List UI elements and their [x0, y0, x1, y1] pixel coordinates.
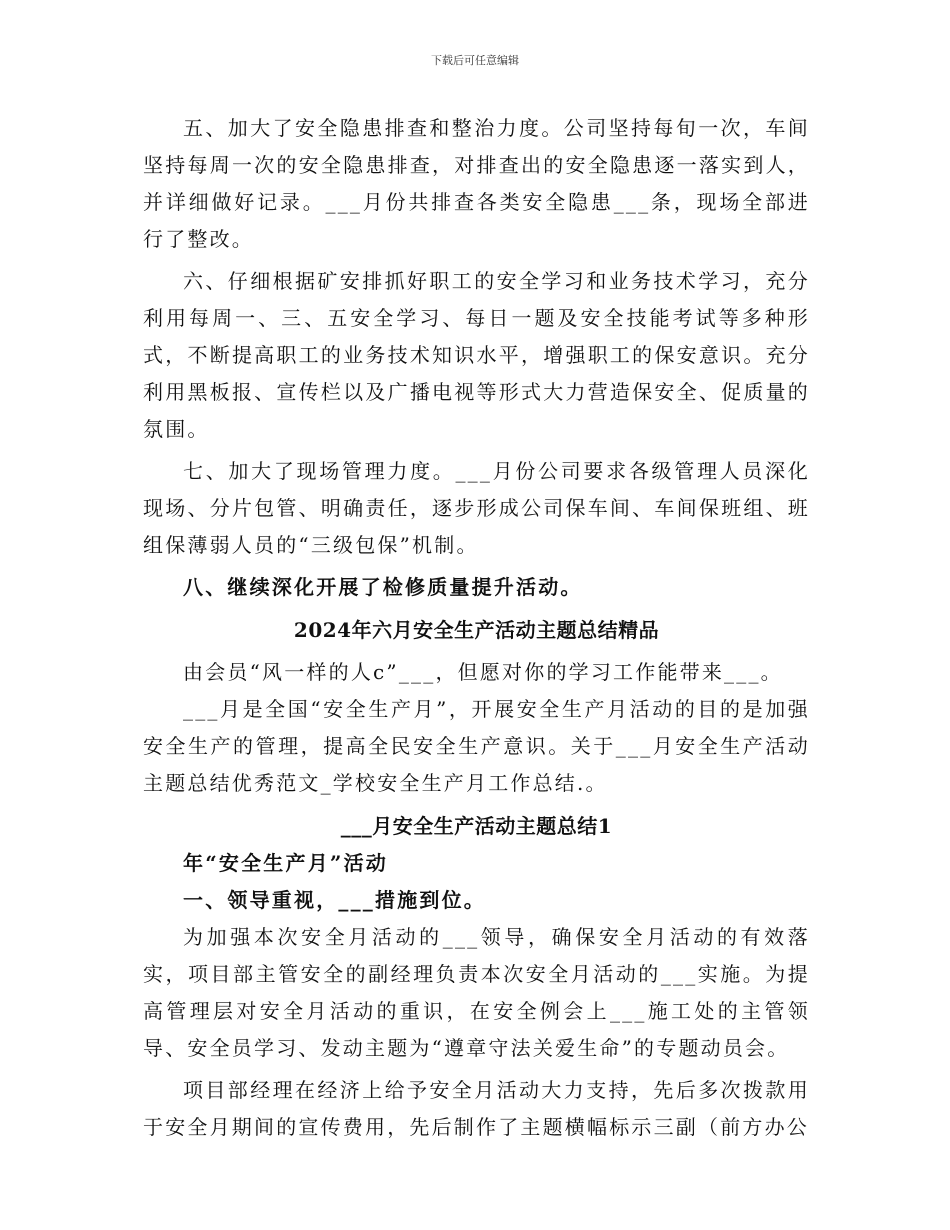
document-title: 2024年六月安全生产活动主题总结精品	[293, 618, 660, 642]
page-header: 下载后可任意编辑	[431, 54, 519, 67]
funding-paragraph: 项目部经理在经济上给予安全月活动大力支持，先后多次拨款用于安全月期间的宣传费用，先后制作了主题横幅标示三副（前方办公	[143, 1078, 810, 1139]
month-paragraph: ___月是全国“安全生产月”，开展安全生产月活动的目的是加强安全生产的管理，提高全民安全生产意识。关于___月安全生产活动主题总结优秀范文_学校安全生产月工作总结.。	[143, 697, 810, 795]
subheading-leadership: 一、领导重视，___措施到位。	[183, 888, 486, 912]
section-title: ___月安全生产活动主题总结1	[340, 814, 613, 838]
document-body	[143, 110, 810, 1146]
leadership-paragraph: 为加强本次安全月活动的___领导，确保安全月活动的有效落实，项目部主管安全的副经理负责本次安全月活动的___实施。为提高管理层对安全月活动的重识，在安全例会上___施工处的主管领导、安全员学习、发动主题为“遵章守法关爱生命”的专题动员会。	[143, 925, 810, 1060]
intro-paragraph: 由会员“风一样的人c”___，但愿对你的学习工作能带来___。	[183, 660, 783, 684]
paragraph-7: 七、加大了现场管理力度。___月份公司要求各级管理人员深化现场、分片包管、明确责任，逐步形成公司保车间、车间保班组、班组保薄弱人员的“三级包保”机制。	[143, 459, 810, 557]
subheading-activity: 年“安全生产月”活动	[183, 851, 389, 875]
paragraph-5: 五、加大了安全隐患排查和整治力度。公司坚持每旬一次，车间坚持每周一次的安全隐患排查，对排查出的安全隐患逐一落实到人，并详细做好记录。___月份共排查各类安全隐患___条，现场全部进行了整改。	[143, 116, 810, 251]
paragraph-6: 六、仔细根据矿安排抓好职工的安全学习和业务技术学习，充分利用每周一、三、五安全学习、每日一题及安全技能考试等多种形式，不断提高职工的业务技术知识水平，增强职工的保安意识。充分利用黑板报、宣传栏以及广播电视等形式大力营造保安全、促质量的氛围。	[143, 269, 810, 441]
paragraph-8: 八、继续深化开展了检修质量提升活动。	[183, 575, 583, 599]
